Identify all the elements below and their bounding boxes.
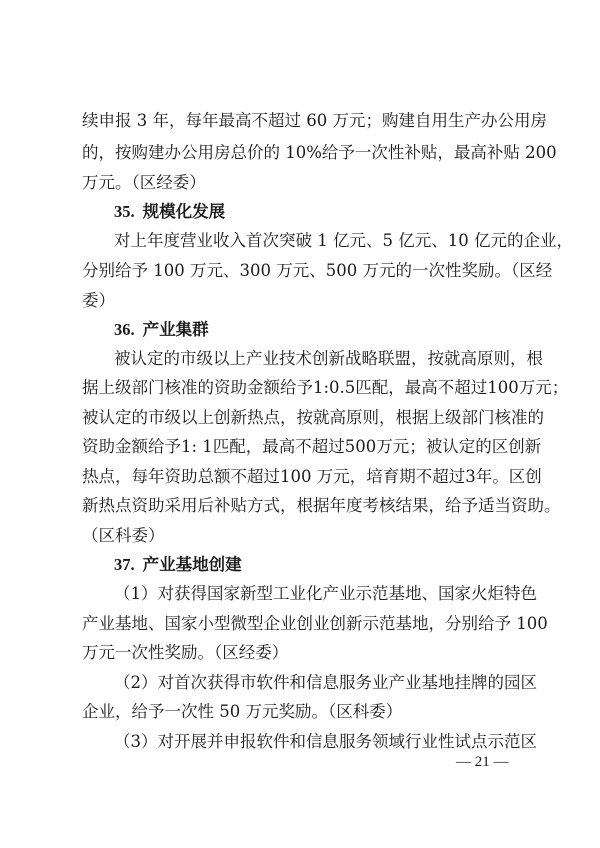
section-number: 35. xyxy=(114,202,135,221)
paragraph-line: 委） xyxy=(82,291,115,310)
section-heading-37 xyxy=(114,554,242,576)
paragraph-line: 分别给予 100 万元、300 万元、500 万元的一次性奖励。（区经 xyxy=(82,261,553,280)
paragraph-line: 新热点资助采用后补贴方式，根据年度考核结果，给予适当资助。 xyxy=(82,496,561,515)
section-title: 产业集群 xyxy=(142,320,209,339)
paragraph-line: 的，按购建办公用房总价的 10%给予一次性补贴，最高补贴 200 xyxy=(82,143,557,162)
paragraph-line: （1）对获得国家新型工业化产业示范基地、国家火炬特色 xyxy=(114,584,537,603)
section-number: 36. xyxy=(114,320,135,339)
page-number: — 21 — xyxy=(456,754,509,770)
section-title: 产业基地创建 xyxy=(142,555,242,574)
paragraph-line: 被认定的市级以上产业技术创新战略联盟，按就高原则，根 xyxy=(114,349,543,368)
paragraph-line: 对上年度营业收入首次突破 1 亿元、5 亿元、10 亿元的企业， xyxy=(114,231,573,250)
paragraph-line: 据上级部门核准的资助金额给予1:0.5匹配，最高不超过100万元； xyxy=(82,378,569,397)
paragraph-line: 万元一次性奖励。（区经委） xyxy=(82,643,289,662)
section-number: 37. xyxy=(114,555,135,574)
paragraph-line: 续申报 3 年，每年最高不超过 60 万元；购建自用生产办公用房 xyxy=(82,111,547,130)
paragraph-line: 资助金额给予1: 1匹配，最高不超过500万元；被认定的区创新 xyxy=(82,437,542,456)
paragraph-line: 产业基地、国家小型微型企业创业创新示范基地，分别给予 100 xyxy=(82,614,548,633)
section-title: 规模化发展 xyxy=(142,202,226,221)
paragraph-line: 被认定的市级以上创新热点，按就高原则，根据上级部门核准的 xyxy=(82,408,544,427)
section-heading-36 xyxy=(114,319,209,341)
paragraph-line: （2）对首次获得市软件和信息服务业产业基地挂牌的园区 xyxy=(114,673,537,692)
section-heading-35 xyxy=(114,201,225,223)
paragraph-line: 热点，每年资助总额不超过100 万元，培育期不超过3年。区创 xyxy=(82,467,542,486)
paragraph-line: 万元。（区经委） xyxy=(82,173,206,192)
paragraph-line: （区科委） xyxy=(82,526,165,545)
paragraph-line: 企业，给予一次性 50 万元奖励。（区科委） xyxy=(82,702,403,721)
paragraph-line: （3）对开展并申报软件和信息服务领域行业性试点示范区 xyxy=(114,732,537,751)
